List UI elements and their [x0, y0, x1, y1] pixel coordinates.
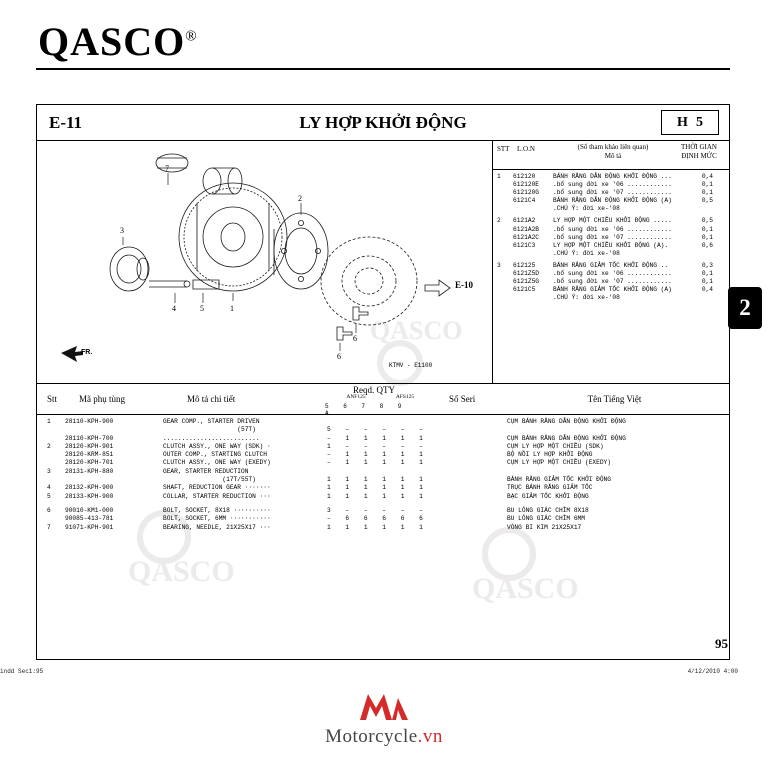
rt-desc: .bổ sung đời xe '06 ............ — [553, 181, 672, 189]
pt-vn: BỘ NỒI LY HỢP KHỞI ĐỘNG — [507, 451, 593, 459]
pt-header-column-numbers: 5 6 7 8 9 A — [325, 403, 407, 417]
rt-header-description: Mô tả — [604, 152, 622, 160]
table-row — [493, 262, 729, 270]
rt-stt: 3 — [497, 261, 501, 269]
chapter-tab-number: 2 — [739, 295, 751, 320]
badge-letter: H — [677, 114, 688, 130]
table-row — [37, 468, 729, 476]
pt-vn: BU LÔNG GIÁC CHÌM 6MM — [507, 515, 585, 523]
rt-part-no: 6121C4 — [513, 197, 536, 205]
rt-desc: LY HỢP MỘT CHIỀU KHỞI ĐỘNG (A). — [553, 241, 669, 249]
table-row — [37, 507, 729, 515]
table-row — [493, 205, 729, 213]
table-row — [493, 234, 729, 242]
pt-part-no: 28132-KPH-900 — [65, 484, 114, 492]
pt-stt: 6 — [47, 506, 51, 514]
footer-timestamp: 4/12/2010 4:00 — [687, 668, 738, 675]
table-row — [493, 197, 729, 205]
pt-header-group-afs: AFS125 — [395, 394, 415, 400]
related-reference-table — [493, 141, 729, 383]
pt-stt: 7 — [47, 523, 51, 531]
rt-desc: BÁNH RĂNG GIẢM TỐC KHỞI ĐỘNG .. — [553, 261, 669, 269]
pt-stt: 3 — [47, 467, 51, 475]
pt-part-no: 28131-KPH-880 — [65, 467, 114, 475]
pt-vn: CỤM LY HỢP MỘT CHIỀU (SDK) — [507, 442, 604, 450]
pt-qty: 1 1 1 1 1 1 — [327, 476, 429, 484]
pt-stt: 5 — [47, 492, 51, 500]
site-logo-word: Motorcycle — [325, 726, 418, 747]
badge-number: 5 — [695, 114, 703, 130]
pt-vn: BU LÔNG GIÁC CHÌM 8X18 — [507, 506, 589, 514]
table-row — [493, 189, 729, 197]
page-number: 95 — [715, 636, 728, 651]
rt-desc: BÁNH RĂNG DẪN ĐỘNG KHỞI ĐỘNG (A) — [553, 197, 672, 205]
table-row — [37, 418, 729, 426]
rt-part-no: 612120 — [513, 173, 536, 180]
page-badge — [661, 110, 719, 135]
parts-table — [37, 383, 729, 659]
header-divider — [36, 68, 730, 70]
pt-qty: – 1 1 1 1 1 — [327, 434, 429, 442]
rt-desc: .CHÚ Ý: đời xe-'08 — [553, 249, 620, 257]
pt-desc: GEAR COMP., STARTER DRIVEN — [163, 418, 260, 425]
pt-header-vietnamese: Tên Tiếng Việt — [587, 394, 642, 404]
pt-header-group-anf: ANF125 — [346, 394, 366, 400]
table-row — [493, 250, 729, 258]
rt-desc: .bổ sung đời xe '06 ............ — [553, 270, 672, 278]
pt-desc: SHAFT, REDUCTION GEAR ······· — [163, 484, 271, 492]
pt-vn: BẠC GIẢM TỐC KHỞI ĐỘNG — [507, 492, 589, 500]
pt-qty: 1 1 1 1 1 1 — [327, 484, 429, 492]
rt-value: 0,6 — [701, 241, 713, 249]
rt-header-standard: ĐỊNH MỨC — [681, 152, 717, 160]
rt-part-no: 6121C3 — [513, 241, 536, 249]
pt-vn: CỤM BÁNH RĂNG DẪN ĐỘNG KHỞI ĐỘNG — [507, 418, 626, 425]
rt-part-no: 6121Z5G — [513, 278, 539, 286]
parts-table-body — [37, 415, 729, 532]
pt-qty: 3 – – – – – — [327, 506, 429, 514]
pt-desc: (57T) — [163, 426, 256, 434]
svg-text:6: 6 — [337, 352, 341, 361]
pt-part-no: 91071-KPH-901 — [65, 523, 114, 531]
pt-vn: CỤM BÁNH RĂNG DẪN ĐỘNG KHỞI ĐỘNG — [507, 434, 626, 442]
table-row — [493, 242, 729, 250]
rt-part-no: 6121Z5D — [513, 270, 539, 278]
rt-value: 0,3 — [701, 261, 713, 269]
pt-header-part-no: Mã phụ tùng — [79, 394, 125, 404]
rt-value: 0,5 — [701, 197, 713, 205]
pt-desc: CLUTCH ASSY., ONE WAY (SDK) · — [163, 442, 271, 450]
pt-part-no: 28120-KPH-701 — [65, 459, 114, 467]
pt-part-no: 28110-KPH-700 — [65, 434, 114, 442]
rt-value: 0,4 — [701, 286, 713, 294]
pt-vn: CỤM LY HỢP MỘT CHIỀU (EXEDY) — [507, 459, 611, 467]
pt-vn: VÒNG BI KIM 21X25X17 — [507, 523, 582, 531]
rt-value: 0,4 — [701, 173, 713, 180]
pt-desc: GEAR, STARTER REDUCTION — [163, 467, 249, 475]
rt-desc: .CHÚ Ý: đời xe-'08 — [553, 294, 620, 302]
pt-desc: BOLT, SOCKET, 8X18 ·········· — [163, 506, 271, 514]
pt-header-serial: Số Seri — [449, 394, 476, 404]
pt-desc: OUTER COMP., STARTING CLUTCH — [163, 451, 267, 459]
pt-header-description: Mô tả chi tiết — [187, 394, 236, 404]
related-table-body — [493, 170, 729, 302]
pt-desc: BEARING, NEEDLE, 21X25X17 ··· — [163, 523, 271, 531]
rt-header-stt: STT — [497, 145, 510, 153]
rt-desc: .bổ sung đời xe '07 ............ — [553, 233, 672, 241]
upper-section — [37, 141, 729, 383]
rt-header-reference: (Số tham khảo liên quan) — [577, 143, 649, 151]
pt-part-no: 90085-413-781 — [65, 515, 114, 523]
table-row — [37, 435, 729, 443]
rt-header-time: THỜI GIAN — [681, 143, 717, 151]
related-table-header — [493, 141, 729, 170]
rt-value: 0,1 — [701, 181, 713, 189]
pt-qty: 5 – – – – – — [327, 426, 429, 434]
table-row — [37, 524, 729, 532]
page-title: LY HỢP KHỞI ĐỘNG — [299, 113, 467, 132]
rt-value: 0,1 — [701, 278, 713, 286]
pt-desc: (17T/55T) — [163, 476, 256, 484]
rt-desc: .bổ sung đời xe '07 ............ — [553, 189, 672, 197]
pt-part-no: 28133-KPH-900 — [65, 492, 114, 500]
table-row — [37, 493, 729, 501]
table-row — [493, 270, 729, 278]
rt-part-no: 612125 — [513, 261, 536, 269]
rt-part-no: 6121A2 — [513, 217, 536, 225]
svg-text:5: 5 — [200, 304, 204, 313]
rt-desc: .bổ sung đời xe '07 ............ — [553, 278, 672, 286]
svg-text:1: 1 — [230, 304, 234, 313]
rt-part-no: 6121A2C — [513, 233, 539, 241]
pt-desc: BOLT, SOCKET, 6MM ··········· — [163, 515, 271, 523]
pt-qty: – 1 1 1 1 1 — [327, 451, 429, 459]
table-row — [37, 484, 729, 492]
table-row — [493, 278, 729, 286]
rt-part-no: 612120G — [513, 189, 539, 197]
rt-header-lon: L.O.N — [517, 145, 535, 153]
pt-qty: 1 – – – – – — [327, 442, 429, 450]
svg-text:7: 7 — [165, 164, 169, 173]
reference-link-e10: E-10 — [455, 280, 473, 290]
pt-vn: BÁNH RĂNG GIẢM TỐC KHỞI ĐỘNG — [507, 476, 611, 484]
pt-vn: TRỤC BÁNH RĂNG GIẢM TỐC — [507, 484, 593, 492]
pt-stt: 2 — [47, 442, 51, 450]
section-code: E-11 — [49, 113, 83, 132]
svg-text:3: 3 — [120, 226, 124, 235]
pt-desc: .......................... — [163, 434, 260, 442]
rt-stt: 1 — [497, 173, 501, 180]
pt-qty: 1 1 1 1 1 1 — [327, 523, 429, 531]
rt-value: 0,5 — [701, 217, 713, 225]
rt-value: 0,1 — [701, 225, 713, 233]
svg-text:4: 4 — [172, 304, 176, 313]
site-logo-tld: .vn — [417, 726, 443, 747]
pt-part-no: 28120-KRM-851 — [65, 451, 114, 459]
pt-stt: 1 — [47, 418, 51, 425]
parts-table-header — [37, 384, 729, 415]
rt-desc: .CHÚ Ý: đời xe-'08 — [553, 205, 620, 213]
pt-qty: – 6 6 6 6 6 — [327, 515, 429, 523]
table-row — [493, 226, 729, 234]
watermark-text-right: QASCO — [472, 572, 579, 605]
watermark-text-left: QASCO — [128, 555, 235, 588]
table-row — [493, 173, 729, 181]
svg-text:6: 6 — [353, 334, 357, 343]
rt-desc: BÁNH RĂNG DẪN ĐỘNG KHỞI ĐỘNG ... — [553, 173, 672, 180]
rt-stt: 2 — [497, 217, 501, 225]
sheet-title-row — [37, 105, 729, 141]
svg-text:2: 2 — [298, 194, 302, 203]
exploded-diagram — [37, 141, 493, 383]
pt-part-no: 90010-KM1-000 — [65, 506, 114, 514]
site-logo-text — [0, 726, 768, 748]
chapter-tab[interactable] — [728, 287, 762, 329]
rt-part-no: 6121A2B — [513, 225, 539, 233]
rt-value: 0,1 — [701, 189, 713, 197]
drawing-code: KTMV - E1100 — [389, 362, 433, 369]
front-direction-label: FR. — [81, 349, 93, 356]
table-row — [37, 443, 729, 451]
pt-qty: – 1 1 1 1 1 — [327, 459, 429, 467]
table-row — [37, 426, 729, 434]
rt-part-no: 612120E — [513, 181, 539, 189]
table-row — [493, 286, 729, 294]
table-row — [37, 476, 729, 484]
pt-qty: 1 1 1 1 1 1 — [327, 492, 429, 500]
rt-value: 0,1 — [701, 233, 713, 241]
rt-part-no: 6121C5 — [513, 286, 536, 294]
table-row — [493, 181, 729, 189]
pt-desc: COLLAR, STARTER REDUCTION ··· — [163, 492, 271, 500]
rt-value: 0,1 — [701, 270, 713, 278]
pt-stt: 4 — [47, 484, 51, 492]
table-row — [37, 459, 729, 467]
table-row — [493, 294, 729, 302]
watermark-text-center: QASCO — [370, 316, 463, 345]
pt-header-reqd-qty: Reqd. QTY — [353, 385, 395, 395]
brand-logo — [38, 18, 198, 65]
footer-file-info: indd Sec1:95 — [0, 668, 44, 675]
catalog-sheet — [36, 104, 730, 660]
pt-part-no: 28110-KPH-900 — [65, 418, 114, 425]
pt-part-no: 28120-KPH-901 — [65, 442, 114, 450]
pt-header-stt: Stt — [47, 394, 58, 404]
brand-name: QASCO — [38, 19, 186, 64]
pt-desc: CLUTCH ASSY., ONE WAY (EXEDY) — [163, 459, 271, 467]
table-row — [493, 217, 729, 225]
site-logo — [0, 690, 768, 748]
rt-desc: LY HỢP MỘT CHIỀU KHỞI ĐỘNG ..... — [553, 217, 672, 225]
rt-desc: BÁNH RĂNG GIẢM TỐC KHỞI ĐỘNG (A) — [553, 286, 672, 294]
rt-desc: .bổ sung đời xe '06 ............ — [553, 225, 672, 233]
table-row — [37, 515, 729, 523]
brand-registered-mark: ® — [185, 28, 198, 45]
table-row — [37, 451, 729, 459]
